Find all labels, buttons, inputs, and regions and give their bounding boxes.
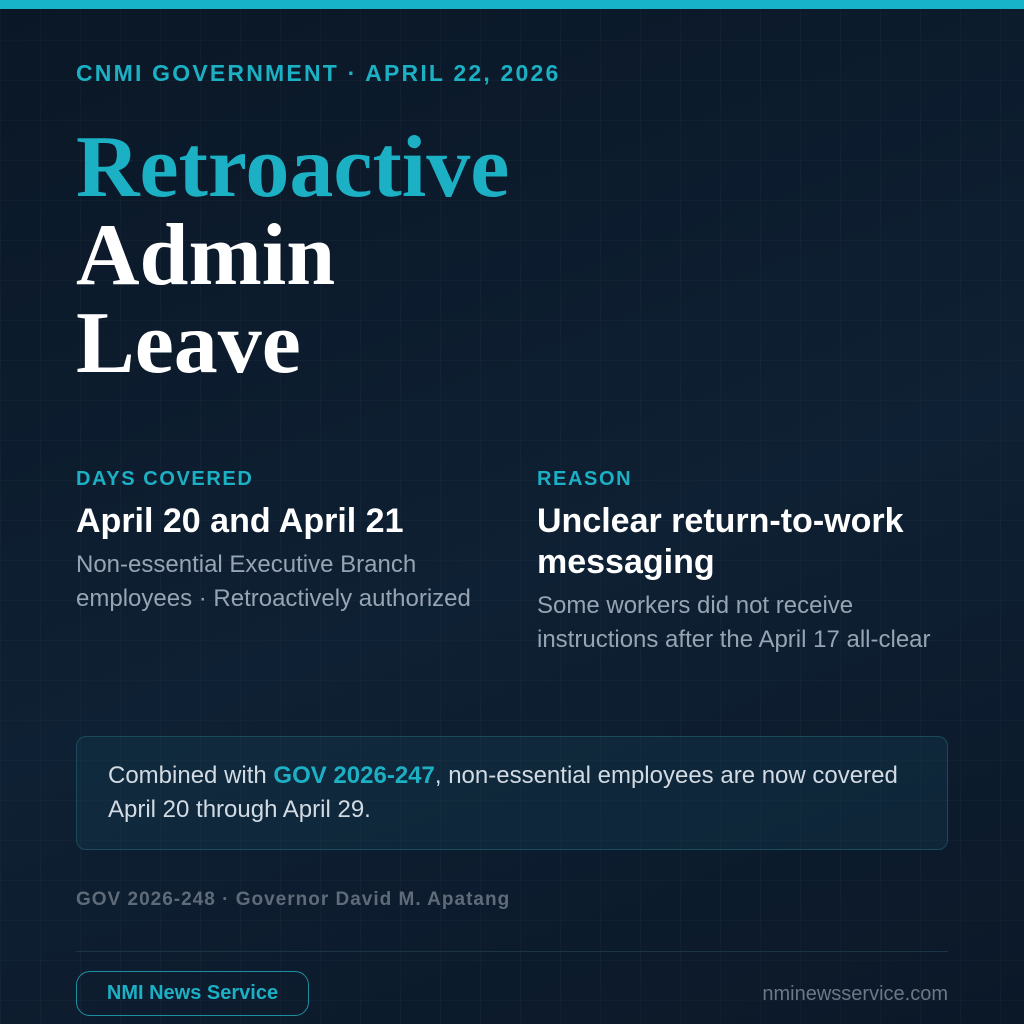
days-covered-section — [76, 466, 496, 616]
reason-section — [537, 466, 957, 657]
headline — [76, 119, 510, 392]
headline-line-2: Admin — [76, 207, 336, 304]
reason-value: Unclear return-to-work messaging — [537, 502, 904, 581]
top-accent-bar — [0, 0, 1024, 9]
reason-label: REASON — [537, 468, 633, 490]
brand-badge: NMI News Service — [76, 971, 309, 1016]
callout-reference: GOV 2026-247 — [273, 762, 435, 789]
reason-description: Some workers did not receive instructions after the April 17 all-clear — [537, 592, 931, 653]
headline-line-1: Retroactive — [76, 119, 510, 216]
callout-prefix: Combined with — [108, 762, 274, 789]
days-covered-description: Non-essential Executive Branch employees · Retroactively authorized — [76, 551, 471, 612]
footer-divider — [76, 951, 948, 952]
order-citation: GOV 2026-248 · Governor David M. Apatang — [76, 889, 511, 910]
days-covered-value: April 20 and April 21 — [76, 502, 404, 540]
days-covered-label: DAYS COVERED — [76, 468, 254, 490]
callout-box — [76, 736, 948, 850]
callout-suffix: , non-essential employees are now covered April 20 through April 29. — [108, 762, 898, 823]
headline-line-3: Leave — [76, 295, 301, 392]
site-url: nminewsservice.com — [762, 983, 948, 1005]
kicker: CNMI GOVERNMENT · APRIL 22, 2026 — [76, 60, 561, 86]
